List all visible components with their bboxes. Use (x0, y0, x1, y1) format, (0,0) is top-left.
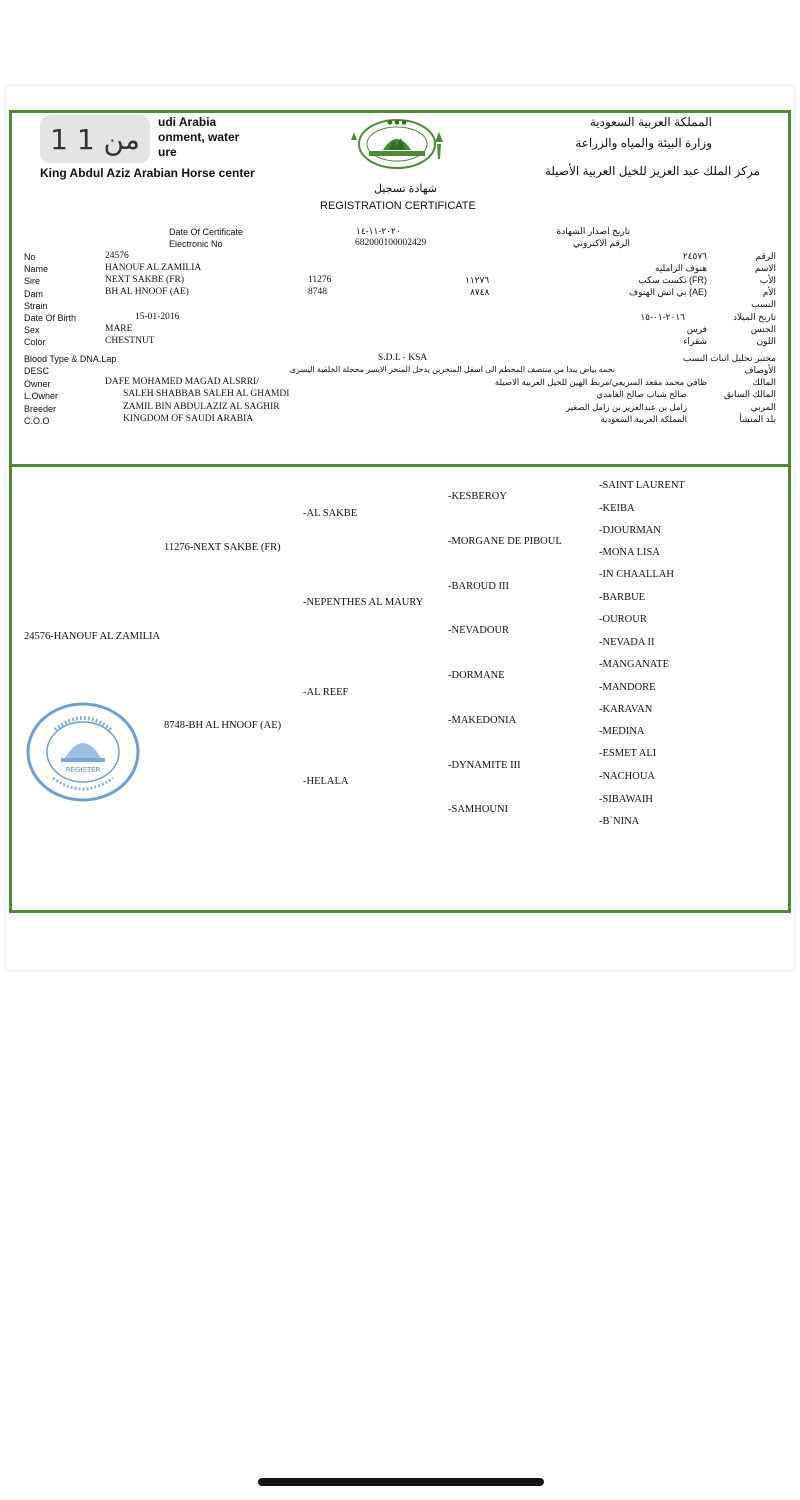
svg-text:● ● ●: ● ● ● (387, 119, 407, 126)
pedigree-dam: 8748-BH AL HNOOF (AE) (164, 720, 282, 731)
pedigree-gen4-item: -SAINT LAURENT (599, 480, 685, 491)
field-sex-value-ar: فرس (686, 324, 707, 334)
field-owner-label-ar: المالك (752, 377, 776, 387)
header-en-line3: ure (158, 145, 177, 159)
field-desc-label: DESC (24, 366, 50, 376)
pedigree-sire: 11276-NEXT SAKBE (FR) (164, 542, 281, 553)
field-coo-label: C.O.O (24, 416, 50, 426)
field-breeder-label: Breeder (24, 404, 57, 414)
field-sire-num: 11276 (308, 275, 332, 285)
field-sire-num-ar: ١١٢٧٦ (465, 275, 490, 285)
field-coo-value-ar: المملكة العربية السعودية (600, 414, 687, 424)
field-no-label: No (24, 252, 36, 262)
pedigree-gen3-item: -KESBEROY (448, 491, 507, 502)
pedigree-gen2-item: -NEPENTHES AL MAURY (303, 597, 424, 608)
pedigree-gen4-item: -MANDORE (599, 682, 656, 693)
pedigree-gen4-item: -ESMET ALI (599, 748, 657, 759)
field-breeder-label-ar: المربي (750, 402, 776, 412)
pedigree-gen3-item: -DYNAMITE III (448, 760, 521, 771)
pedigree-gen4-item: -KEIBA (599, 503, 635, 514)
pedigree-gen3-item: -MAKEDONIA (448, 715, 517, 726)
field-sex-label: Sex (24, 325, 40, 335)
page-indicator (40, 115, 150, 163)
pedigree-gen3-item: -MORGANE DE PIBOUL (448, 536, 562, 547)
pedigree-gen3-item: -BAROUD III (448, 581, 509, 592)
field-no-value-ar: ٢٤٥٧٦ (682, 251, 707, 261)
field-desc-value-ar: نجمه بياض يبدا من منتصف المخطم الى اسفل المنخرين يدخل المنخر الايسر محجلة الخلفية اليسرى (289, 365, 615, 374)
field-color-value-ar: شقراء (683, 336, 707, 346)
field-lowner-label: L.Owner (24, 391, 59, 401)
field-strain-label: Strain (24, 301, 48, 311)
field-lowner-label-ar: المالك السابق (723, 389, 776, 399)
field-dob-label-ar: تاريخ الميلاد (733, 312, 776, 322)
pedigree-gen3-item: -DORMANE (448, 670, 505, 681)
field-dam-value-ar: (AE) بي اتش الهنوف (628, 287, 707, 297)
field-strain-label-ar: النسب (751, 299, 776, 309)
field-color-value: CHESTNUT (105, 336, 155, 346)
field-blood-value: S.D.L - KSA (378, 353, 428, 363)
electronic-value: 682000100002429 (355, 238, 427, 248)
field-sire-value-ar: (FR) نكست سكب (638, 275, 707, 285)
pedigree-gen4-item: -DJOURMAN (599, 525, 661, 536)
pedigree-gen3-item: -SAMHOUNI (448, 804, 509, 815)
pedigree-horse: 24576-HANOUF AL ZAMILIA (24, 631, 161, 642)
pedigree-gen4-item: -BARBUE (599, 592, 646, 603)
electronic-label-ar: الرقم الاكتروني (573, 238, 630, 248)
field-dam-num: 8748 (308, 287, 327, 297)
header-ar-line1: المملكة العربية السعودية (589, 115, 712, 129)
field-breeder-value-ar: زامل بن عبدالعزيز بن زامل الصغير (566, 402, 687, 412)
pedigree-gen4-item: -MEDINA (599, 726, 645, 737)
home-indicator[interactable] (258, 1478, 544, 1486)
date-label: Date Of Certificate (169, 227, 244, 237)
pedigree-gen4-item: -B`NINA (599, 816, 640, 827)
field-dam-num-ar: ٨٧٤٨ (470, 287, 490, 297)
field-no-label-ar: الرقم (755, 251, 776, 261)
field-sire-value: NEXT SAKBE (FR) (105, 275, 184, 285)
field-coo-label-ar: بلد المنشأ (739, 414, 776, 424)
pedigree-box (9, 464, 791, 913)
field-color-label-ar: اللون (756, 336, 776, 346)
pedigree-gen4-item: -NEVADA II (599, 637, 655, 648)
field-name-value: HANOUF AL ZAMILIA (105, 263, 202, 273)
field-dob-label: Date Of Birth (24, 313, 77, 323)
field-owner-value: DAFE MOHAMED MAGAD ALSRRI/ (105, 377, 259, 387)
field-sex-label-ar: الجنس (750, 324, 776, 334)
header-ar-line2: وزارة البيئة والمياه والزراعة (575, 136, 712, 150)
field-dam-value: BH AL HNOOF (AE) (105, 287, 189, 297)
field-no-value: 24576 (105, 251, 129, 261)
field-name-label: Name (24, 264, 49, 274)
pedigree-gen4-item: -IN CHAALLAH (599, 569, 674, 580)
ministry-emblem-logo (349, 114, 449, 180)
page-indicator-label: 1 من 1 (50, 122, 140, 156)
field-color-label: Color (24, 337, 46, 347)
pedigree-gen4-item: -SIBAWAIH (599, 794, 653, 805)
field-breeder-value: ZAMIL BIN ABDULAZIZ AL SAGHIR (123, 402, 280, 412)
pedigree-gen3-item: -NEVADOUR (448, 625, 510, 636)
pedigree-gen2-item: -HELALA (303, 776, 349, 787)
field-owner-value-ar: ظافي محمد مقعد السريعي/مربط الهين للخيل العربية الاصيلة (494, 377, 707, 387)
field-sire-label: Sire (24, 276, 41, 286)
field-sex-value: MARE (105, 324, 133, 334)
header-ar-line3: مركز الملك عبد العزيز للخيل العربية الأصيلة (544, 164, 760, 178)
field-dam-label-ar: الأم (762, 287, 776, 297)
title-en: REGISTRATION CERTIFICATE (320, 200, 476, 212)
pedigree-gen4-item: -KARAVAN (599, 704, 653, 715)
field-sire-label-ar: الأب (759, 275, 776, 285)
field-lowner-value: SALEH SHABBAB SALEH AL GHAMDI (123, 389, 290, 399)
header-center-name-en: King Abdul Aziz Arabian Horse center (40, 166, 255, 180)
registration-seal-stamp (25, 700, 143, 804)
field-blood-label: Blood Type & DNA.Lap (24, 354, 117, 364)
title-ar: شهادة تسجيل (374, 183, 437, 195)
field-dob-value: 15-01-2016 (135, 312, 180, 322)
field-dam-label: Dam (24, 289, 44, 299)
pedigree-gen4-item: -MANGANATE (599, 659, 669, 670)
pedigree-gen4-item: -MONA LISA (599, 547, 660, 558)
field-name-label-ar: الاسم (754, 263, 776, 273)
header-en-line1: udi Arabia (158, 115, 217, 129)
field-lowner-value-ar: صالح شباب صالح الغامدي (596, 389, 687, 399)
header-en-line2: onment, water (158, 130, 240, 144)
field-name-value-ar: هنوف الزامليه (655, 263, 707, 273)
pedigree-gen4-item: -OUROUR (599, 614, 647, 625)
field-desc-label-ar: الأوصاف (744, 365, 776, 375)
svg-text:REGISTER: REGISTER (65, 766, 101, 774)
field-blood-label-ar: مختبر تحليل اثبات النسب (682, 353, 776, 363)
field-owner-label: Owner (24, 379, 51, 389)
field-coo-value: KINGDOM OF SAUDI ARABIA (123, 414, 254, 424)
pedigree-gen2-item: -AL SAKBE (303, 508, 358, 519)
electronic-label: Electronic No (169, 239, 223, 249)
pedigree-gen2-item: -AL REEF (303, 687, 349, 698)
date-value: ٢٠٢٠-١١-١٤ (356, 226, 401, 236)
field-dob-value-ar: ٢٠١٦-٠١-١٥ (640, 312, 685, 322)
date-label-ar: تاريخ اصدار الشهادة (556, 226, 630, 236)
pedigree-gen4-item: -NACHOUA (599, 771, 655, 782)
